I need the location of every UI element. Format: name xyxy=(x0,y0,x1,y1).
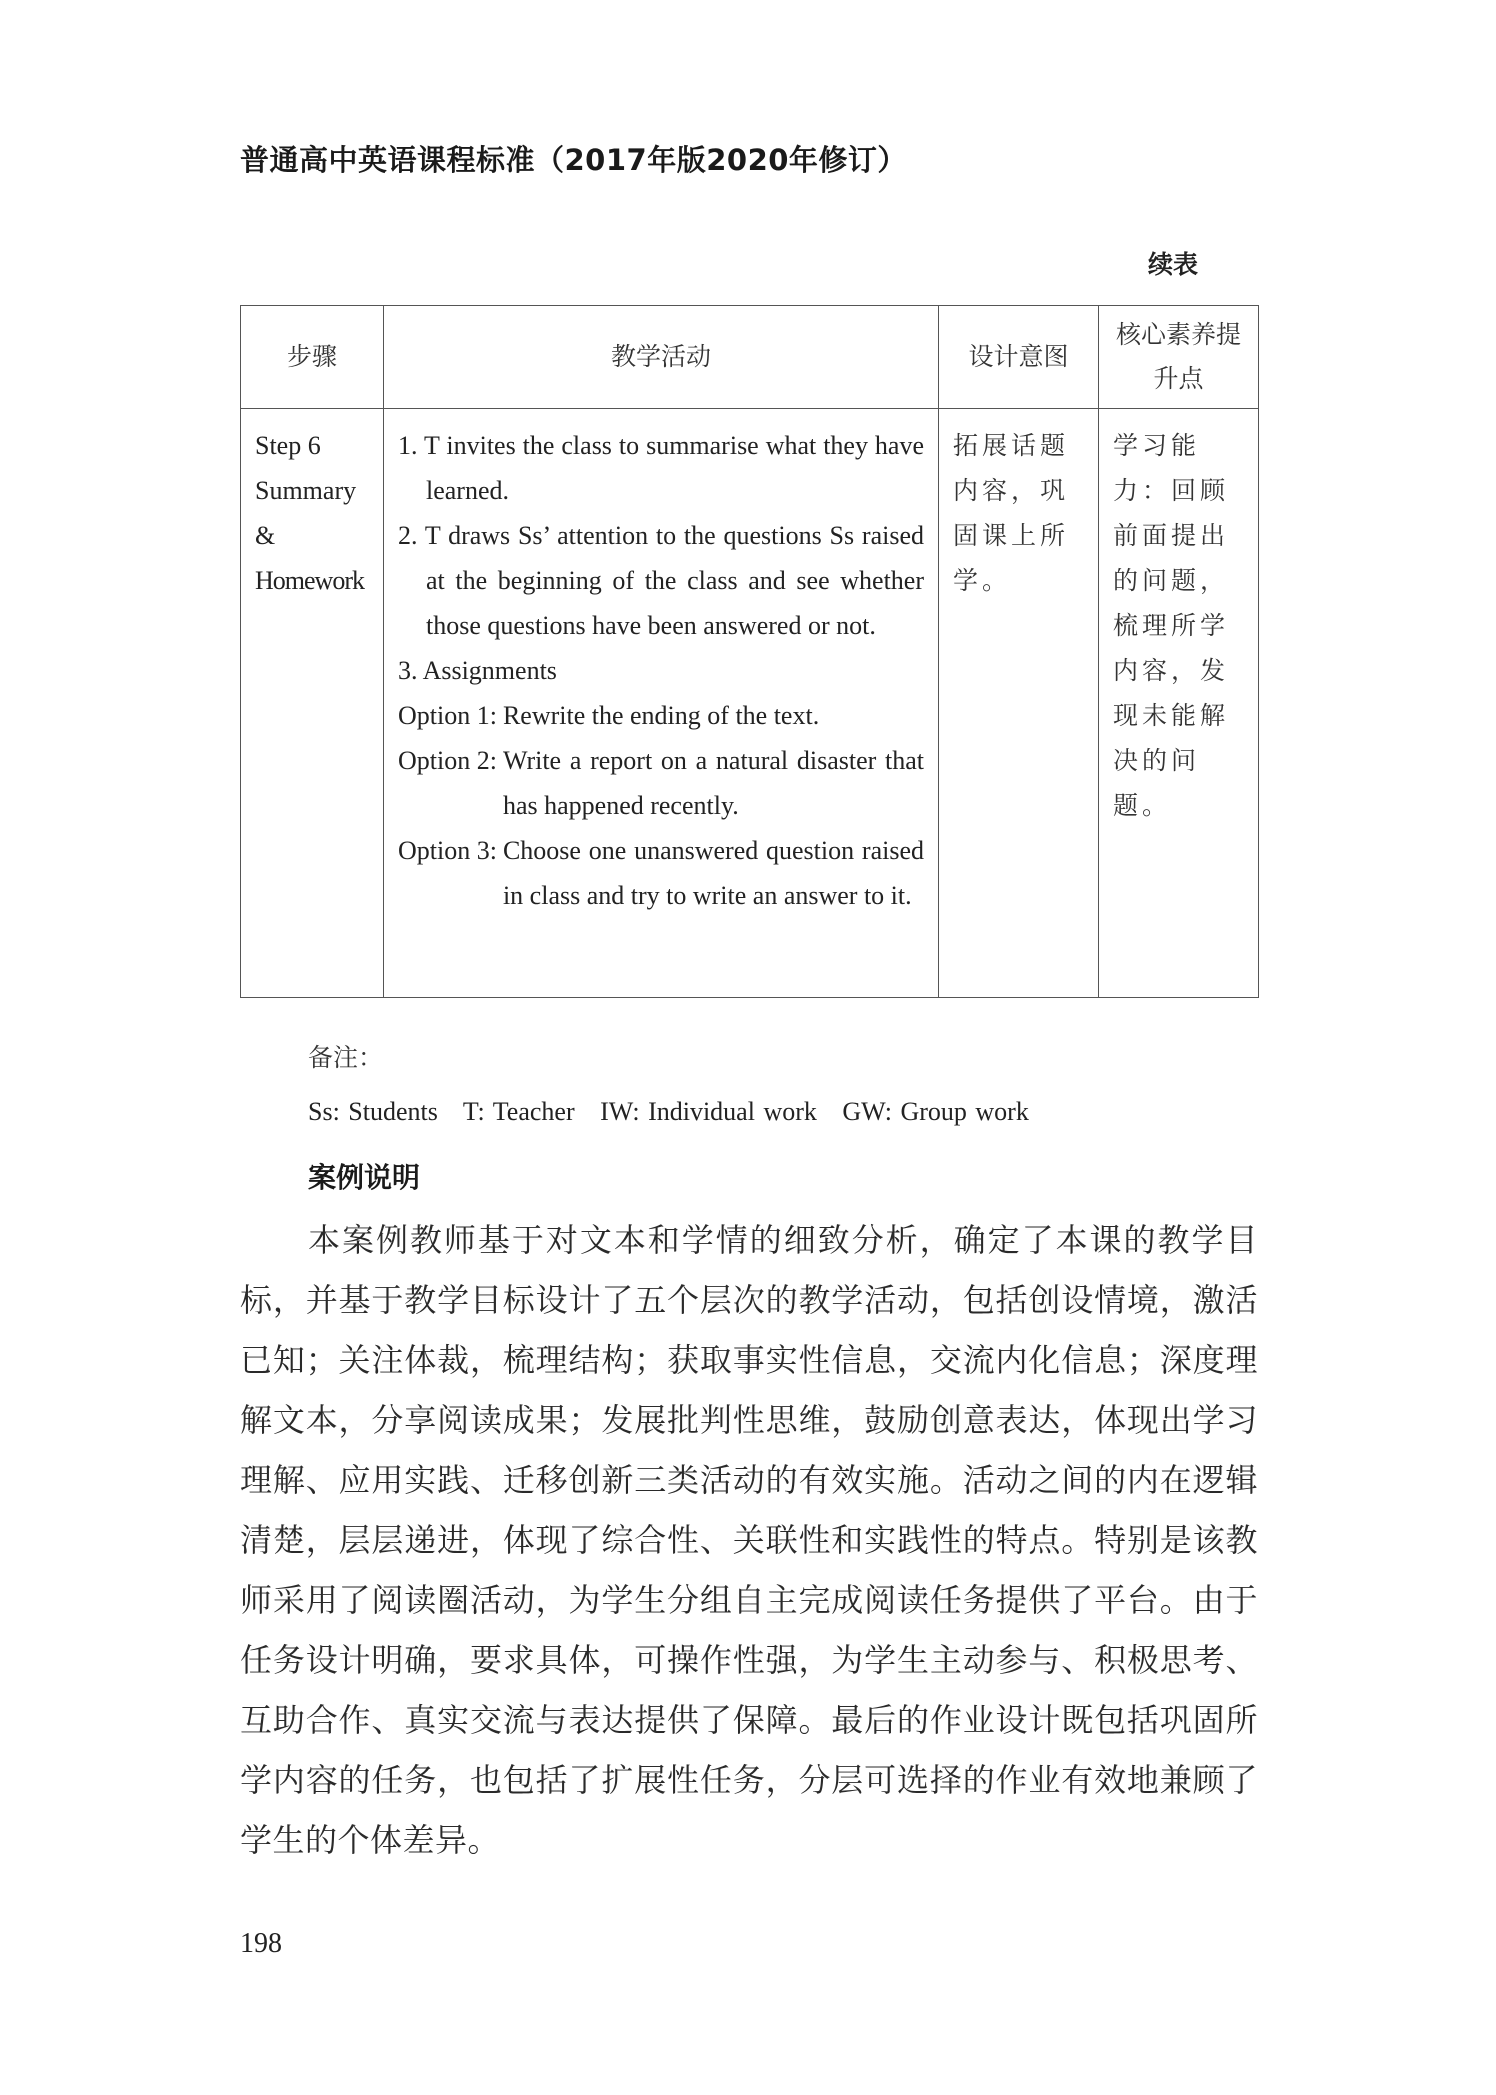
step-line: Homework xyxy=(255,566,364,595)
notes-abbreviations: Ss: Students T: Teacher IW: Individual work GW: Group work xyxy=(308,1097,1029,1126)
section-heading: 案例说明 xyxy=(308,1161,421,1194)
assignment-option xyxy=(398,693,924,738)
continued-table-label: 续表 xyxy=(1148,250,1199,279)
competency-cell: 学习能力：回顾前面提出的问题，梳理所学内容，发现未能解决的问题。 xyxy=(1099,409,1259,998)
activity-item: 1. T invites the class to summarise what they have learned. xyxy=(398,431,924,505)
step-cell xyxy=(241,409,384,998)
option-text: Choose one unanswered question raised in class and try to write an answer to it. xyxy=(502,836,924,910)
notes-label: 备注： xyxy=(308,1043,384,1072)
step-line: & xyxy=(255,521,276,550)
assignment-option xyxy=(398,828,924,918)
page-number: 198 xyxy=(240,1928,282,1959)
assignment-option xyxy=(398,738,924,828)
table-header-row xyxy=(241,306,1259,409)
option-text: Rewrite the ending of the text. xyxy=(502,701,820,730)
option-label: Option 1: xyxy=(398,701,497,730)
header-core-competency: 核心素养提升点 xyxy=(1099,306,1259,409)
activity-item: 3. Assignments xyxy=(398,656,557,685)
header-activity: 教学活动 xyxy=(384,306,939,409)
table-row xyxy=(241,409,1259,998)
option-text: Write a report on a natural disaster that has happened recently. xyxy=(502,746,924,820)
header-step: 步骤 xyxy=(241,306,384,409)
activity-item: 2. T draws Ss’ attention to the questions Ss raised at the beginning of the class and see whether those questions have been answered or not. xyxy=(398,521,924,640)
step-line: Summary xyxy=(255,476,357,505)
running-header-title: 普通高中英语课程标准（2017年版2020年修订） xyxy=(240,143,907,177)
option-label: Option 3: xyxy=(398,836,497,865)
activity-cell xyxy=(384,409,939,998)
lesson-steps-table xyxy=(240,305,1259,998)
section-body-paragraph: 本案例教师基于对文本和学情的细致分析，确定了本课的教学目标，并基于教学目标设计了五个层次的教学活动，包括创设情境，激活已知；关注体裁，梳理结构；获取事实性信息，交流内化信息；深度理解文本，分享阅读成果；发展批判性思维，鼓励创意表达，体现出学习理解、应用实践、迁移创新三类活动的有效实施。活动之间的内在逻辑清楚，层层递进，体现了综合性、关联性和实践性的特点。特别是该教师采用了阅读圈活动，为学生分组自主完成阅读任务提供了平台。由于任务设计明确，要求具体，可操作性强，为学生主动参与、积极思考、互助合作、真实交流与表达提供了保障。最后的作业设计既包括巩固所学内容的任务，也包括了扩展性任务，分层可选择的作业有效地兼顾了学生的个体差异。 xyxy=(240,1221,1258,1859)
header-design-intent: 设计意图 xyxy=(939,306,1099,409)
design-intent-cell: 拓展话题内容，巩固课上所学。 xyxy=(939,409,1099,998)
option-label: Option 2: xyxy=(398,746,497,775)
step-line: Step 6 xyxy=(255,431,321,460)
